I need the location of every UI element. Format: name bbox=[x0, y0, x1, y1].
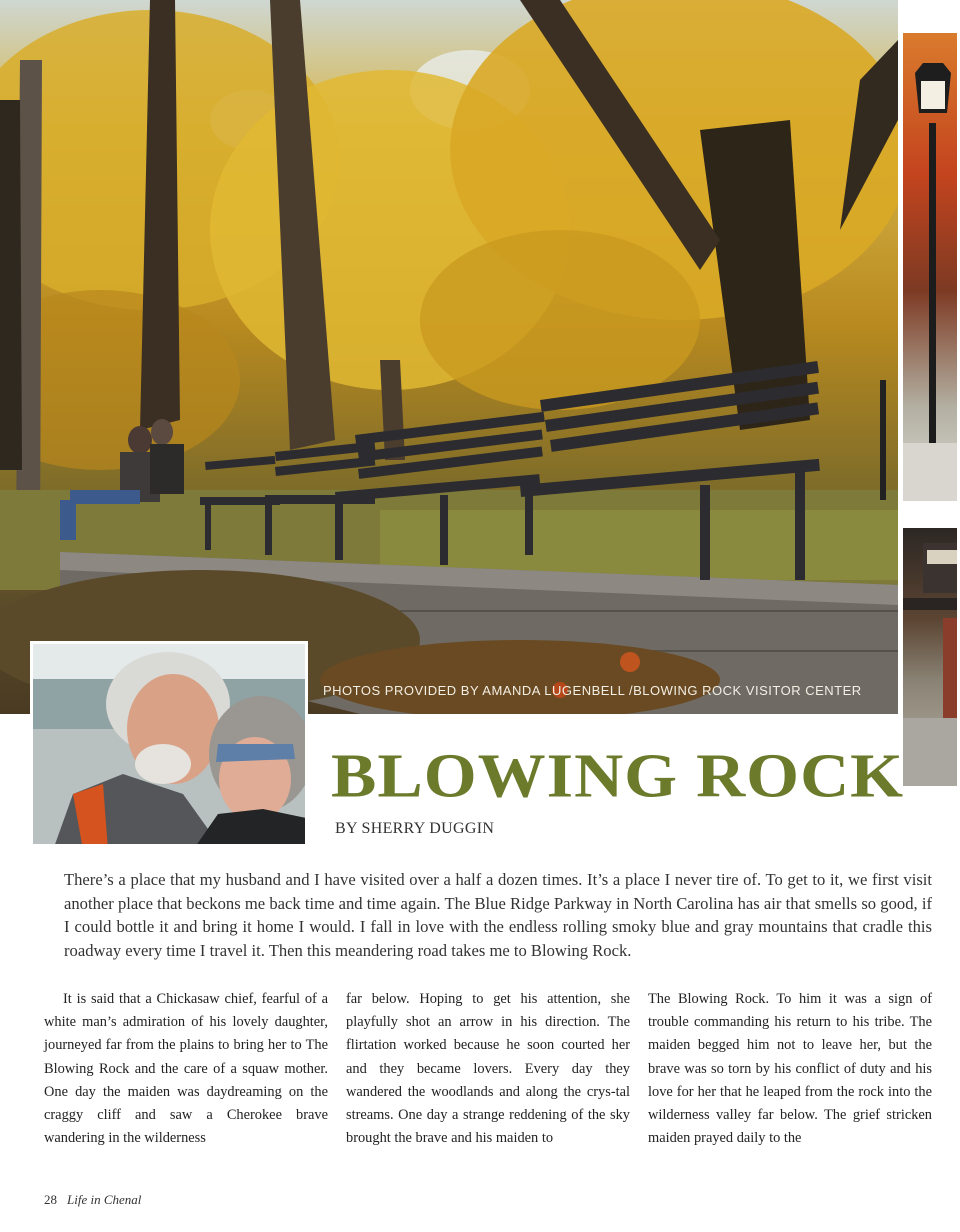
publication-name: Life in Chenal bbox=[67, 1192, 142, 1207]
page-footer bbox=[44, 1192, 141, 1208]
storefront-illustration bbox=[903, 528, 960, 789]
portrait-illustration bbox=[33, 644, 308, 847]
article-column-2: far below. Hoping to get his attention, she playfully shot an arrow in his direction. The flirtation worked because he soon courted her and they became lovers. Every day they wandered the woodlands and along the crys-tal streams. One day a strange reddening of the sky brought the brave and his maiden to bbox=[346, 991, 630, 1147]
side-photo-lamp bbox=[900, 30, 960, 504]
article-title: BLOWING ROCK bbox=[331, 740, 905, 811]
lamp-illustration bbox=[903, 33, 960, 504]
side-photo-storefront bbox=[900, 525, 960, 789]
article-byline: BY SHERRY DUGGIN bbox=[335, 820, 495, 837]
article-column-3: The Blowing Rock. To him it was a sign of trouble commanding his return to his tribe. The maiden begged him not to leave her, but the brave was so torn by his conflict of duty and his love for her that he leaped from the rock into the wilderness valley far below. The grief stricken maiden prayed daily to the bbox=[648, 991, 932, 1147]
page-number: 28 bbox=[44, 1192, 57, 1207]
article-column-1: It is said that a Chickasaw chief, fearful of a white man’s admiration of his lovely daughter, journeyed far from the plains to bring her to The Blowing Rock and the care of a squaw mother. One day the maiden was daydreaming on the craggy cliff and saw a Cherokee brave wandering in the wilderness bbox=[44, 991, 328, 1147]
photo-credit: PHOTOS PROVIDED BY AMANDA LUGENBELL /BLOWING ROCK VISITOR CENTER bbox=[323, 683, 862, 698]
author-portrait-photo bbox=[30, 641, 308, 847]
article-intro: There’s a place that my husband and I have visited over a half a dozen times. It’s a place I never tire of. To get to it, we first visit another place that beckons me back time and time again. The Blue Ridge Parkway in North Carolina has air that smells so good, if I could bottle it and bring it home I would. I fall in love with the endless rolling smoky blue and gray mountains that cradle this roadway every time I travel it. Then this meandering road takes me to Blowing Rock. bbox=[64, 870, 932, 960]
